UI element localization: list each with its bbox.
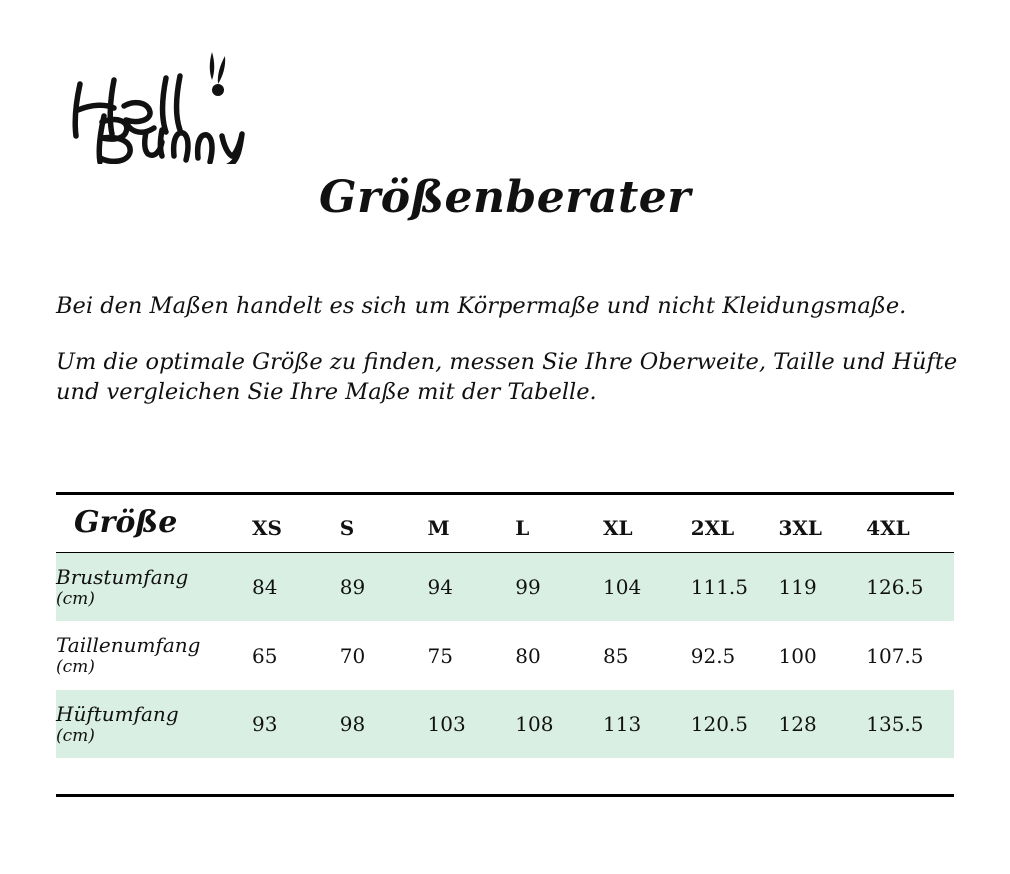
size-table-body (56, 553, 954, 759)
cell-waist-4xl: 107.5 (866, 643, 924, 668)
cell-hip-s: 98 (340, 690, 428, 758)
row-label-unit: (cm) (56, 589, 95, 609)
cell-hip-m: 103 (428, 690, 516, 758)
cell-bust-2xl: 111.5 (691, 553, 779, 622)
table-row (56, 690, 954, 758)
intro-paragraph-2: Um die optimale Größe zu finden, messen Sie Ihre Oberweite, Taille und Hüfte und vergleichen Sie Ihre Maße mit der Tabelle. (56, 348, 958, 405)
cell-bust-xs: 84 (252, 553, 340, 622)
size-table-head (56, 494, 954, 553)
column-header-l: L (515, 494, 603, 553)
row-label-bust (56, 553, 252, 622)
intro-paragraph-1: Bei den Maßen handelt es sich um Körpermaße und nicht Kleidungsmaße. (56, 293, 907, 319)
cell-waist-l: 80 (515, 643, 541, 668)
cell-waist-s: 70 (339, 643, 366, 668)
cell-waist-xl: 85 (603, 643, 629, 668)
intro-text (56, 292, 966, 434)
cell-hip-3xl: 128 (779, 690, 867, 758)
hell-bunny-logo (62, 44, 272, 164)
table-row (56, 553, 954, 622)
row-label-hip (56, 690, 252, 758)
row-label-unit: (cm) (56, 657, 95, 678)
column-header-xs: XS (252, 494, 340, 553)
cell-waist-2xl: 92.5 (690, 643, 736, 668)
table-corner-label: Größe (56, 494, 252, 553)
cell-hip-xl: 113 (603, 690, 691, 758)
cell-waist-xs: 65 (252, 643, 278, 668)
column-header-m: M (428, 494, 516, 553)
size-table (56, 492, 954, 758)
row-label-unit: (cm) (56, 725, 95, 746)
table-row (56, 621, 954, 689)
cell-bust-3xl: 119 (779, 553, 867, 622)
column-header-s: S (340, 494, 428, 553)
cell-hip-2xl: 120.5 (691, 690, 779, 758)
cell-bust-m: 94 (428, 553, 516, 622)
row-label-text: Brustumfang (56, 565, 189, 589)
size-table-container (56, 492, 954, 797)
cell-bust-4xl: 126.5 (866, 553, 954, 622)
page-title: Größenberater (319, 172, 691, 223)
cell-hip-xs: 93 (252, 690, 340, 758)
cell-waist-m: 75 (427, 643, 453, 668)
cell-hip-4xl: 135.5 (866, 690, 954, 758)
column-header-3xl: 3XL (779, 494, 867, 553)
cell-bust-xl: 104 (603, 553, 691, 622)
table-bottom-divider (56, 794, 954, 797)
column-header-xl: XL (603, 494, 691, 553)
cell-hip-l: 108 (515, 690, 603, 758)
column-header-2xl: 2XL (691, 494, 779, 553)
row-label-waist (56, 621, 252, 689)
row-label-text: Taillenumfang (56, 633, 201, 658)
table-header-row (56, 494, 954, 553)
row-label-text: Hüftumfang (56, 701, 179, 726)
cell-bust-l: 99 (515, 553, 603, 622)
cell-waist-3xl: 100 (778, 643, 817, 668)
column-header-4xl: 4XL (866, 494, 954, 553)
cell-bust-s: 89 (340, 553, 428, 622)
